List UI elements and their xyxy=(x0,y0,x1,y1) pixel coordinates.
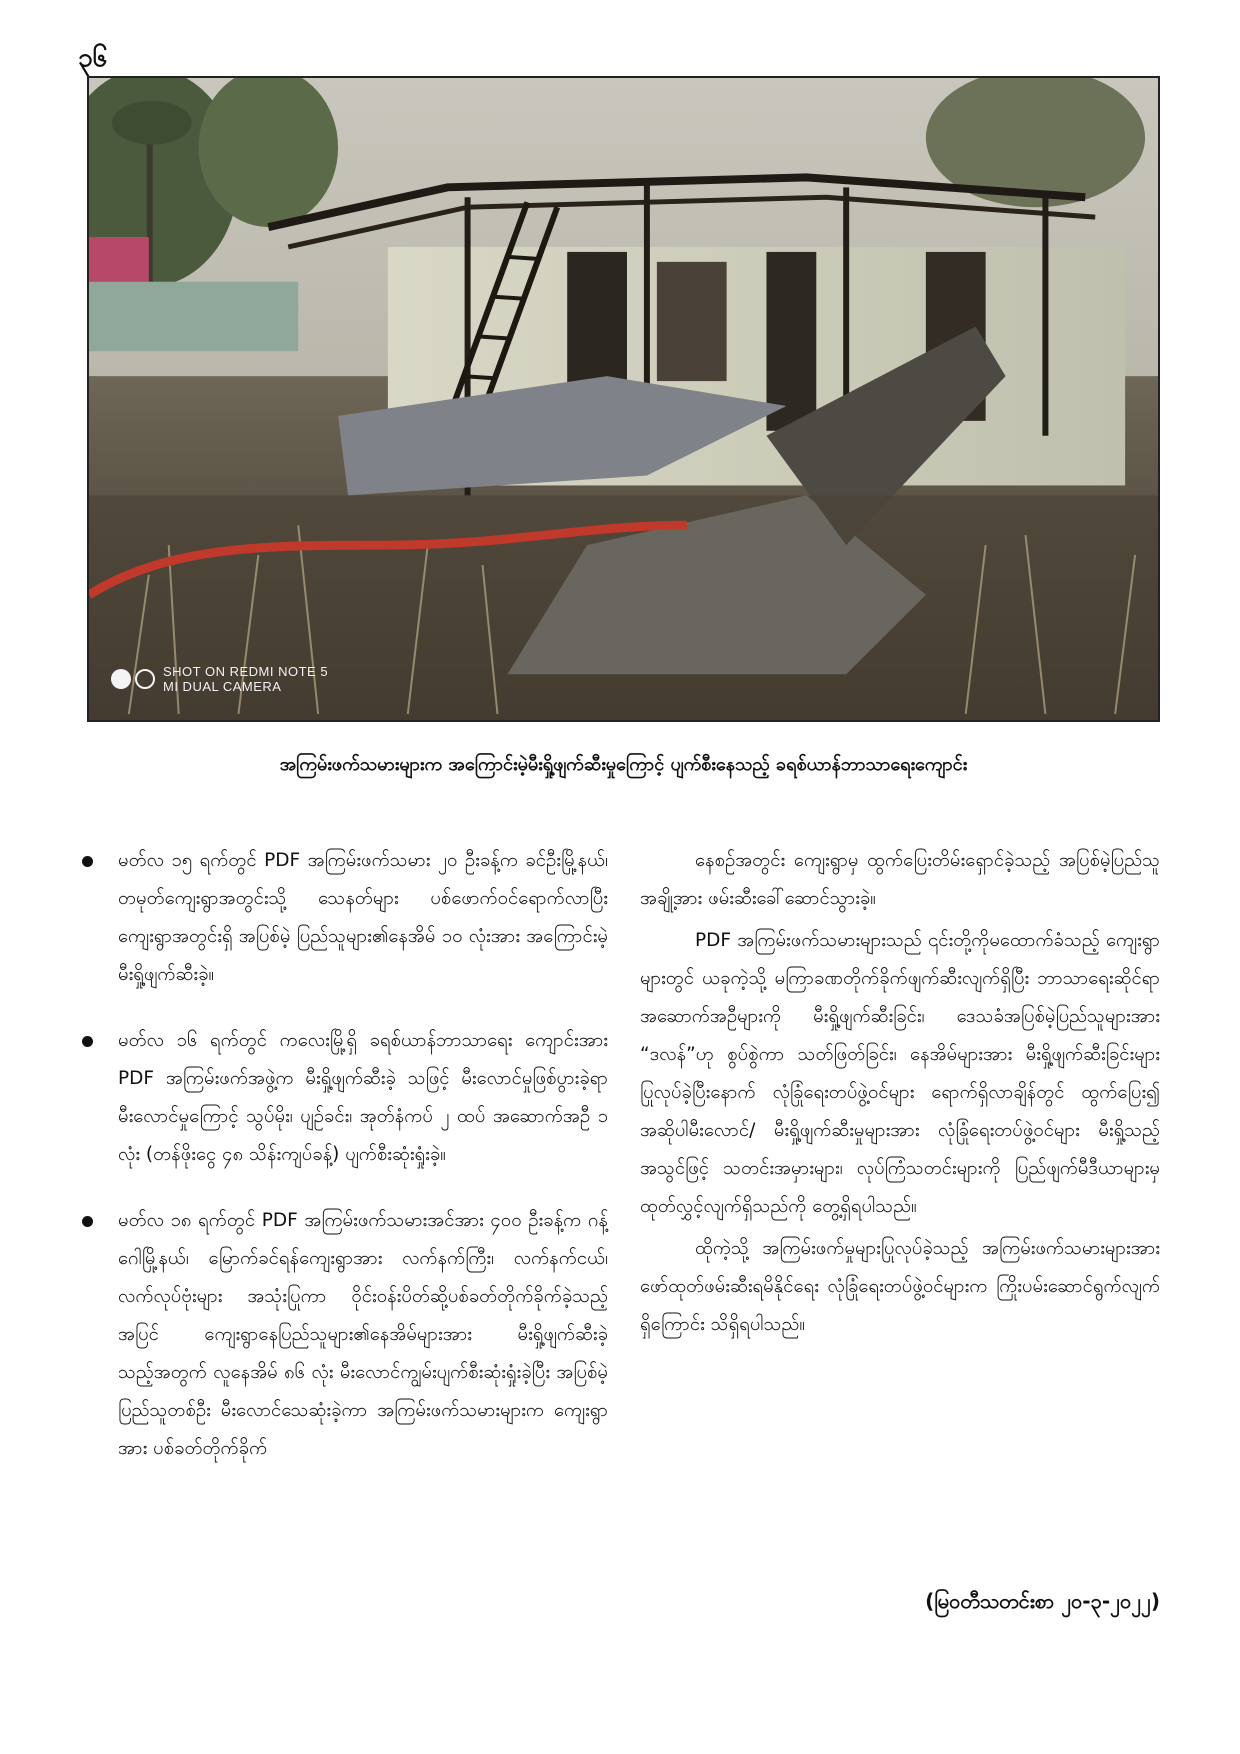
watermark-line-2: MI DUAL CAMERA xyxy=(163,679,282,694)
bullet-item xyxy=(78,1202,608,1468)
left-column xyxy=(78,842,608,1496)
source-citation: (မြဝတီသတင်းစာ ၂၀-၃-၂၀၂၂) xyxy=(925,1589,1160,1613)
right-column xyxy=(640,842,1160,1348)
paragraph: PDF အကြမ်းဖက်သမားများသည် ၎င်းတို့ကိုမထောက်ခံသည့် ကျေးရွာများတွင် ယခုကဲ့သို့ မကြာခဏတိုက်ခိုက်ဖျက်ဆီးလျက်ရှိပြီး ဘာသာရေးဆိုင်ရာ အဆောက်အဦများကို မီးရှို့ဖျက်ဆီးခြင်း၊ ဒေသခံအပြစ်မဲ့ပြည်သူများအား “ဒလန်”ဟု စွပ်စွဲကာ သတ်ဖြတ်ခြင်း၊ နေအိမ်များအား မီးရှို့ဖျက်ဆီးခြင်းများ ပြုလုပ်ခဲ့ပြီးနောက် လုံခြုံရေးတပ်ဖွဲ့ဝင်များ ရောက်ရှိလာချိန်တွင် ထွက်ပြေး၍ အဆိုပါမီးလောင်/ မီးရှို့ဖျက်ဆီးမှုများအား လုံခြုံရေးတပ်ဖွဲ့ဝင်များ မီးရှို့သည့်အသွင်ဖြင့် သတင်းအမှားများ၊ လုပ်ကြံသတင်းများကို ပြည်ဖျက်မီဒီယာများမှ ထုတ်လွှင့်လျက်ရှိသည်ကို တွေ့ရှိရပါသည်။ xyxy=(640,930,1160,1217)
bullet-text: မတ်လ ၁၈ ရက်တွင် PDF အကြမ်းဖက်သမားအင်အား ၄၀၀ ဦးခန့်က ဂန့်ဂေါမြို့နယ်၊ မြောက်ခင်ရန်ကျေးရွာအား လက်နက်ကြီး၊ လက်နက်ငယ်၊ လက်လုပ်ဗုံးများ အသုံးပြုကာ ဝိုင်းဝန်းပိတ်ဆို့ပစ်ခတ်တိုက်ခိုက်ခဲ့သည့်အပြင် ကျေးရွာနေပြည်သူများ၏နေအိမ်များအား မီးရှို့ဖျက်ဆီးခဲ့သည့်အတွက် လူနေအိမ် ၈၆ လုံး မီးလောင်ကျွမ်းပျက်စီးဆုံးရှုံးခဲ့ပြီး အပြစ်မဲ့ပြည်သူတစ်ဦး မီးလောင်သေဆုံးခဲ့ကာ အကြမ်းဖက်သမားများက ကျေးရွာအား ပစ်ခတ်တိုက်ခိုက် xyxy=(118,1210,608,1459)
bullet-icon xyxy=(82,1036,93,1047)
paragraph: ထိုကဲ့သို့ အကြမ်းဖက်မှုများပြုလုပ်ခဲ့သည့် အကြမ်းဖက်သမားများအား ဖော်ထုတ်ဖမ်းဆီးရမိနိုင်ရေး လုံခြုံရေးတပ်ဖွဲ့ဝင်များက ကြိုးပမ်းဆောင်ရွက်လျက်ရှိကြောင်း သိရှိရပါသည်။ xyxy=(640,1238,1160,1335)
page-number: ၃၆ xyxy=(78,43,108,73)
paragraph: နေစဉ်အတွင်း ကျေးရွာမှ ထွက်ပြေးတိမ်းရှောင်ခဲ့သည့် အပြစ်မဲ့ပြည်သူအချို့အား ဖမ်းဆီးခေါ်ဆောင်သွားခဲ့။ xyxy=(640,850,1160,909)
photo-illustration xyxy=(89,78,1158,720)
camera-watermark xyxy=(111,664,328,694)
watermark-line-1: SHOT ON REDMI NOTE 5 xyxy=(163,664,329,679)
burned-church-photo xyxy=(87,76,1160,722)
photo-caption: အကြမ်းဖက်သမားများက အကြောင်းမဲ့မီးရှို့ဖျက်ဆီးမှုကြောင့် ပျက်စီးနေသည့် ခရစ်ယာန်ဘာသာရေးကျောင်း xyxy=(279,754,968,775)
bullet-icon xyxy=(82,1216,93,1227)
bullet-item xyxy=(78,842,608,994)
bullet-text: မတ်လ ၁၆ ရက်တွင် ကလေးမြို့ရှိ ခရစ်ယာန်ဘာသာရေး ကျောင်းအား PDF အကြမ်းဖက်အဖွဲ့က မီးရှို့ဖျက်ဆီးခဲ့ သဖြင့် မီးလောင်မှုဖြစ်ပွားခဲ့ရာ မီးလောင်မှုကြောင့် သွပ်မိုး၊ ပျဉ်ခင်း၊ အုတ်နံကပ် ၂ ထပ် အဆောက်အဦ ၁ လုံး (တန်ဖိုးငွေ ၄၈ သိန်းကျပ်ခန့်) ပျက်စီးဆုံးရှုံးခဲ့။ xyxy=(118,1030,608,1165)
bullet-icon xyxy=(82,856,93,867)
bullet-text: မတ်လ ၁၅ ရက်တွင် PDF အကြမ်းဖက်သမား ၂၀ ဦးခန့်က ခင်ဦးမြို့နယ်၊ တမုတ်ကျေးရွာအတွင်းသို့ သေနတ်များ ပစ်ဖောက်ဝင်ရောက်လာပြီး ကျေးရွာအတွင်းရှိ အပြစ်မဲ့ ပြည်သူများ၏နေအိမ် ၁၀ လုံးအား အကြောင်းမဲ့ မီးရှို့ဖျက်ဆီးခဲ့။ xyxy=(118,850,608,985)
bullet-item xyxy=(78,1022,608,1174)
camera-dots-icon xyxy=(111,669,155,689)
